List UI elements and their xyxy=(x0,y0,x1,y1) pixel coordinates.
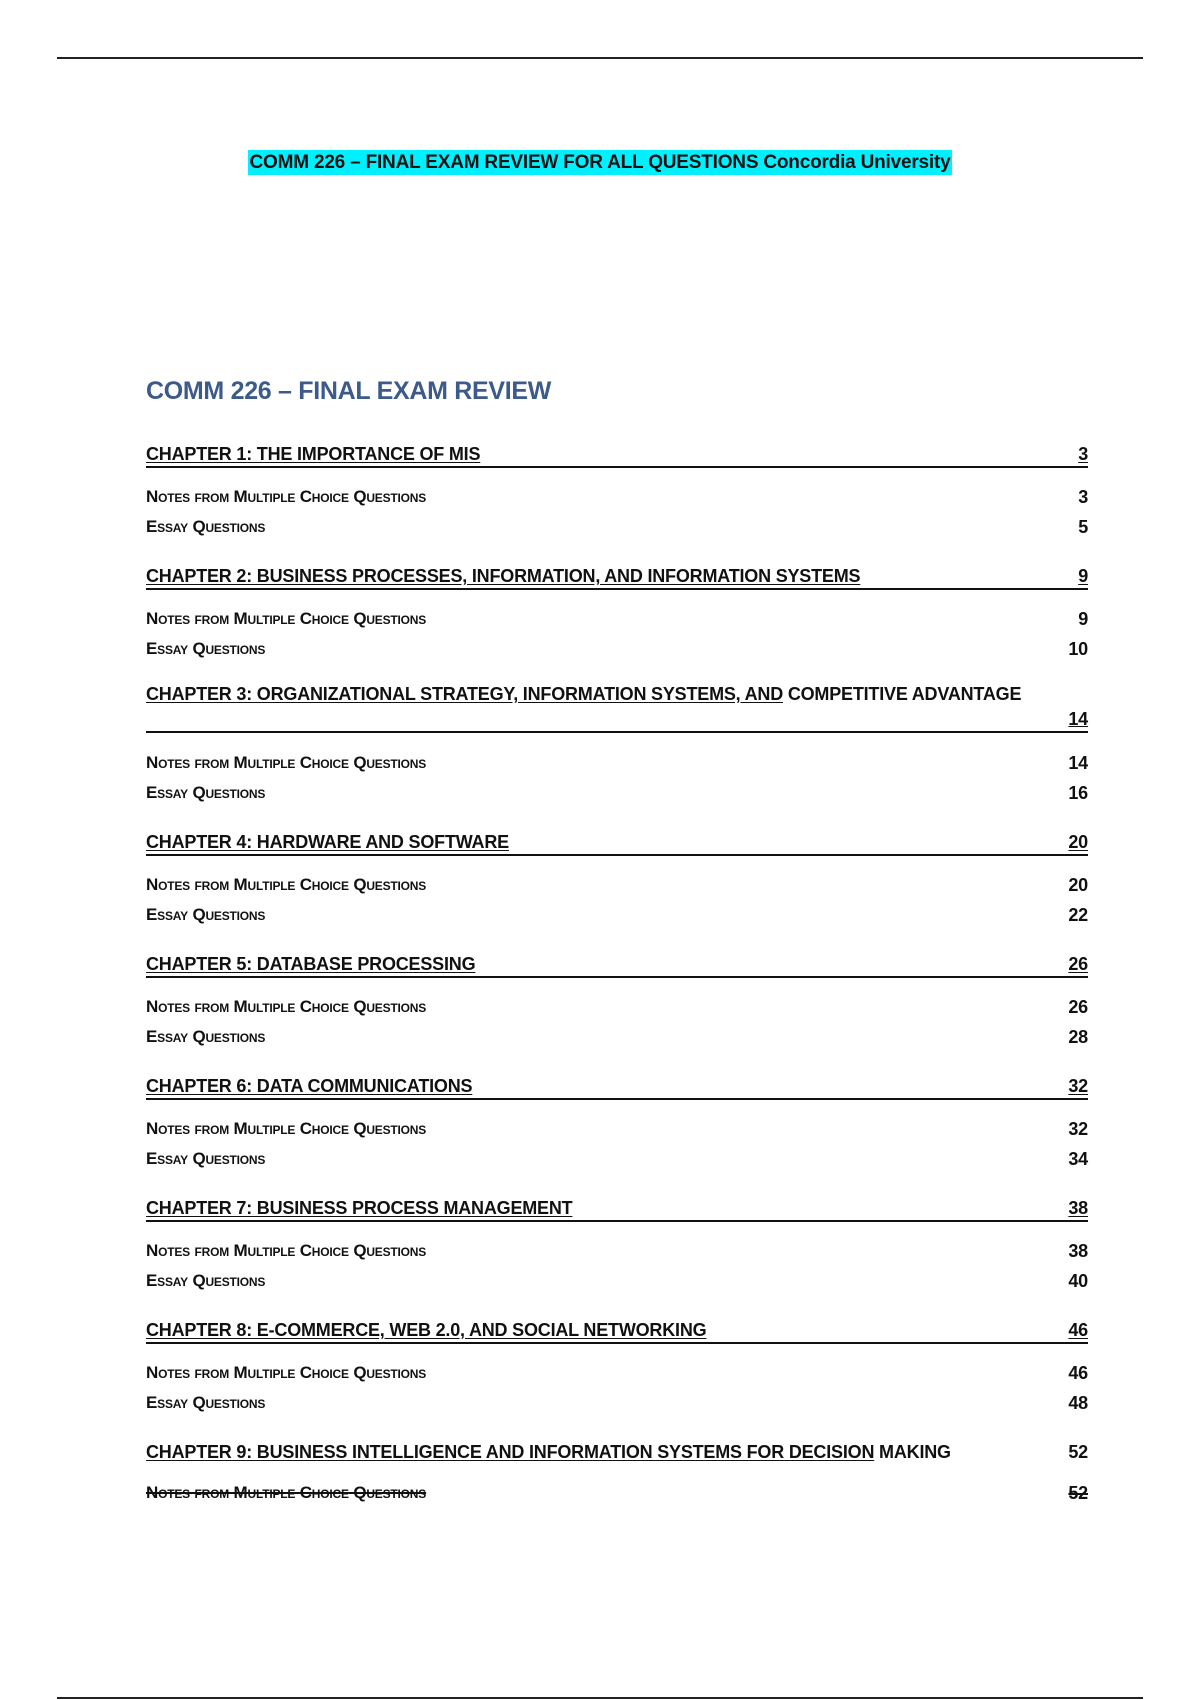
toc-chapter-3 xyxy=(146,684,1088,808)
chapter-title: CHAPTER 1: THE IMPORTANCE OF MIS xyxy=(146,444,481,464)
toc-subsection-link[interactable] xyxy=(146,870,1088,900)
toc-chapter-link[interactable] xyxy=(146,950,1088,978)
toc-subsection-link[interactable] xyxy=(146,992,1088,1022)
chapter-page: 38 xyxy=(1068,1198,1088,1218)
chapter-title: CHAPTER 6: DATA COMMUNICATIONS xyxy=(146,1076,473,1096)
subsection-page: 16 xyxy=(1068,782,1088,803)
toc-subsection-link[interactable] xyxy=(146,1022,1088,1052)
toc-subsection-link[interactable] xyxy=(146,778,1088,808)
subsection-title: Notes from Multiple Choice Questions xyxy=(146,1483,427,1502)
toc-chapter-9 xyxy=(146,1438,1088,1508)
chapter-title-rest: MAKING xyxy=(874,1442,951,1462)
toc-chapter-link[interactable] xyxy=(146,1438,1088,1464)
chapter-title-rest: COMPETITIVE ADVANTAGE xyxy=(783,684,1022,704)
subsection-page: 10 xyxy=(1068,638,1088,659)
subsection-title: Notes from Multiple Choice Questions xyxy=(146,487,427,506)
toc-chapter-link[interactable] xyxy=(146,1194,1088,1222)
chapter-page: 9 xyxy=(1078,566,1088,586)
toc-subsection-link[interactable] xyxy=(146,900,1088,930)
subsection-title: Notes from Multiple Choice Questions xyxy=(146,609,427,628)
document-title-text: COMM 226 – FINAL EXAM REVIEW FOR ALL QUESTIONS Concordia University xyxy=(249,152,951,173)
subsection-page: 9 xyxy=(1078,608,1088,629)
subsection-title: Essay Questions xyxy=(146,783,266,802)
chapter-title-underlined: CHAPTER 9: BUSINESS INTELLIGENCE AND INFORMATION SYSTEMS FOR DECISION xyxy=(146,1442,875,1462)
chapter-title: CHAPTER 5: DATABASE PROCESSING xyxy=(146,954,476,974)
chapter-title: CHAPTER 4: HARDWARE AND SOFTWARE xyxy=(146,832,509,852)
toc-subsection-link[interactable] xyxy=(146,1114,1088,1144)
toc-subsection-link[interactable] xyxy=(146,1358,1088,1388)
subsection-title: Essay Questions xyxy=(146,905,266,924)
toc-chapter-7 xyxy=(146,1194,1088,1296)
chapter-title: CHAPTER 2: BUSINESS PROCESSES, INFORMATION, AND INFORMATION SYSTEMS xyxy=(146,566,861,586)
chapter-title-underlined: CHAPTER 3: ORGANIZATIONAL STRATEGY, INFORMATION SYSTEMS, AND xyxy=(146,684,784,704)
subsection-title: Notes from Multiple Choice Questions xyxy=(146,1363,427,1382)
toc-subsection-link[interactable] xyxy=(146,1236,1088,1266)
toc-chapter-link[interactable] xyxy=(146,440,1088,468)
subsection-page: 48 xyxy=(1068,1392,1088,1413)
toc-chapter-link[interactable] xyxy=(146,684,1088,734)
subsection-page: 28 xyxy=(1068,1026,1088,1047)
bottom-rule xyxy=(57,1697,1143,1699)
toc-subsection-link[interactable] xyxy=(146,1266,1088,1296)
subsection-page: 20 xyxy=(1068,874,1088,895)
subsection-page: 38 xyxy=(1068,1240,1088,1261)
toc-chapter-4 xyxy=(146,828,1088,930)
subsection-title: Notes from Multiple Choice Questions xyxy=(146,1241,427,1260)
subsection-page: 46 xyxy=(1068,1362,1088,1383)
toc-subsection-link[interactable] xyxy=(146,604,1088,634)
toc-chapter-8 xyxy=(146,1316,1088,1418)
subsection-page: 5 xyxy=(1078,516,1088,537)
top-rule xyxy=(57,57,1143,59)
chapter-page: 20 xyxy=(1068,832,1088,852)
toc-chapter-6 xyxy=(146,1072,1088,1174)
toc-subsection-link[interactable] xyxy=(146,512,1088,542)
toc-subsection-link[interactable] xyxy=(146,482,1088,512)
subsection-title: Notes from Multiple Choice Questions xyxy=(146,753,427,772)
toc-subsection-link[interactable] xyxy=(146,748,1088,778)
table-of-contents xyxy=(146,440,1088,1528)
chapter-title xyxy=(146,684,1088,705)
chapter-page: 52 xyxy=(1068,1442,1088,1462)
chapter-page: 3 xyxy=(1078,444,1088,464)
toc-chapter-link[interactable] xyxy=(146,1316,1088,1344)
subsection-title: Essay Questions xyxy=(146,1271,266,1290)
subsection-page: 3 xyxy=(1078,486,1088,507)
subsection-page: 26 xyxy=(1068,996,1088,1017)
toc-chapter-1 xyxy=(146,440,1088,542)
subsection-title: Essay Questions xyxy=(146,1393,266,1412)
subsection-page: 32 xyxy=(1068,1118,1088,1139)
toc-subsection-link[interactable] xyxy=(146,1144,1088,1174)
toc-heading: COMM 226 – FINAL EXAM REVIEW xyxy=(146,377,552,405)
toc-chapter-link[interactable] xyxy=(146,828,1088,856)
subsection-title: Essay Questions xyxy=(146,517,266,536)
toc-subsection-link[interactable] xyxy=(146,1388,1088,1418)
subsection-title: Notes from Multiple Choice Questions xyxy=(146,1119,427,1138)
subsection-title: Essay Questions xyxy=(146,1149,266,1168)
subsection-title: Essay Questions xyxy=(146,639,266,658)
chapter-title: CHAPTER 8: E-COMMERCE, WEB 2.0, AND SOCIAL NETWORKING xyxy=(146,1320,707,1340)
toc-chapter-2 xyxy=(146,562,1088,664)
toc-chapter-5 xyxy=(146,950,1088,1052)
chapter-title: CHAPTER 7: BUSINESS PROCESS MANAGEMENT xyxy=(146,1198,573,1218)
subsection-page: 14 xyxy=(1068,752,1088,773)
toc-subsection-link[interactable] xyxy=(146,634,1088,664)
toc-chapter-link[interactable] xyxy=(146,562,1088,590)
subsection-page: 22 xyxy=(1068,904,1088,925)
subsection-title: Notes from Multiple Choice Questions xyxy=(146,875,427,894)
chapter-page: 32 xyxy=(1068,1076,1088,1096)
chapter-page: 26 xyxy=(1068,954,1088,974)
subsection-title: Essay Questions xyxy=(146,1027,266,1046)
toc-subsection-link[interactable] xyxy=(146,1478,1088,1508)
toc-chapter-link[interactable] xyxy=(146,1072,1088,1100)
chapter-title xyxy=(146,1442,951,1463)
subsection-page: 40 xyxy=(1068,1270,1088,1291)
subsection-page: 52 xyxy=(1068,1482,1088,1503)
document-title xyxy=(0,152,1200,174)
chapter-page: 14 xyxy=(1068,709,1088,729)
chapter-page: 46 xyxy=(1068,1320,1088,1340)
subsection-page: 34 xyxy=(1068,1148,1088,1169)
subsection-title: Notes from Multiple Choice Questions xyxy=(146,997,427,1016)
